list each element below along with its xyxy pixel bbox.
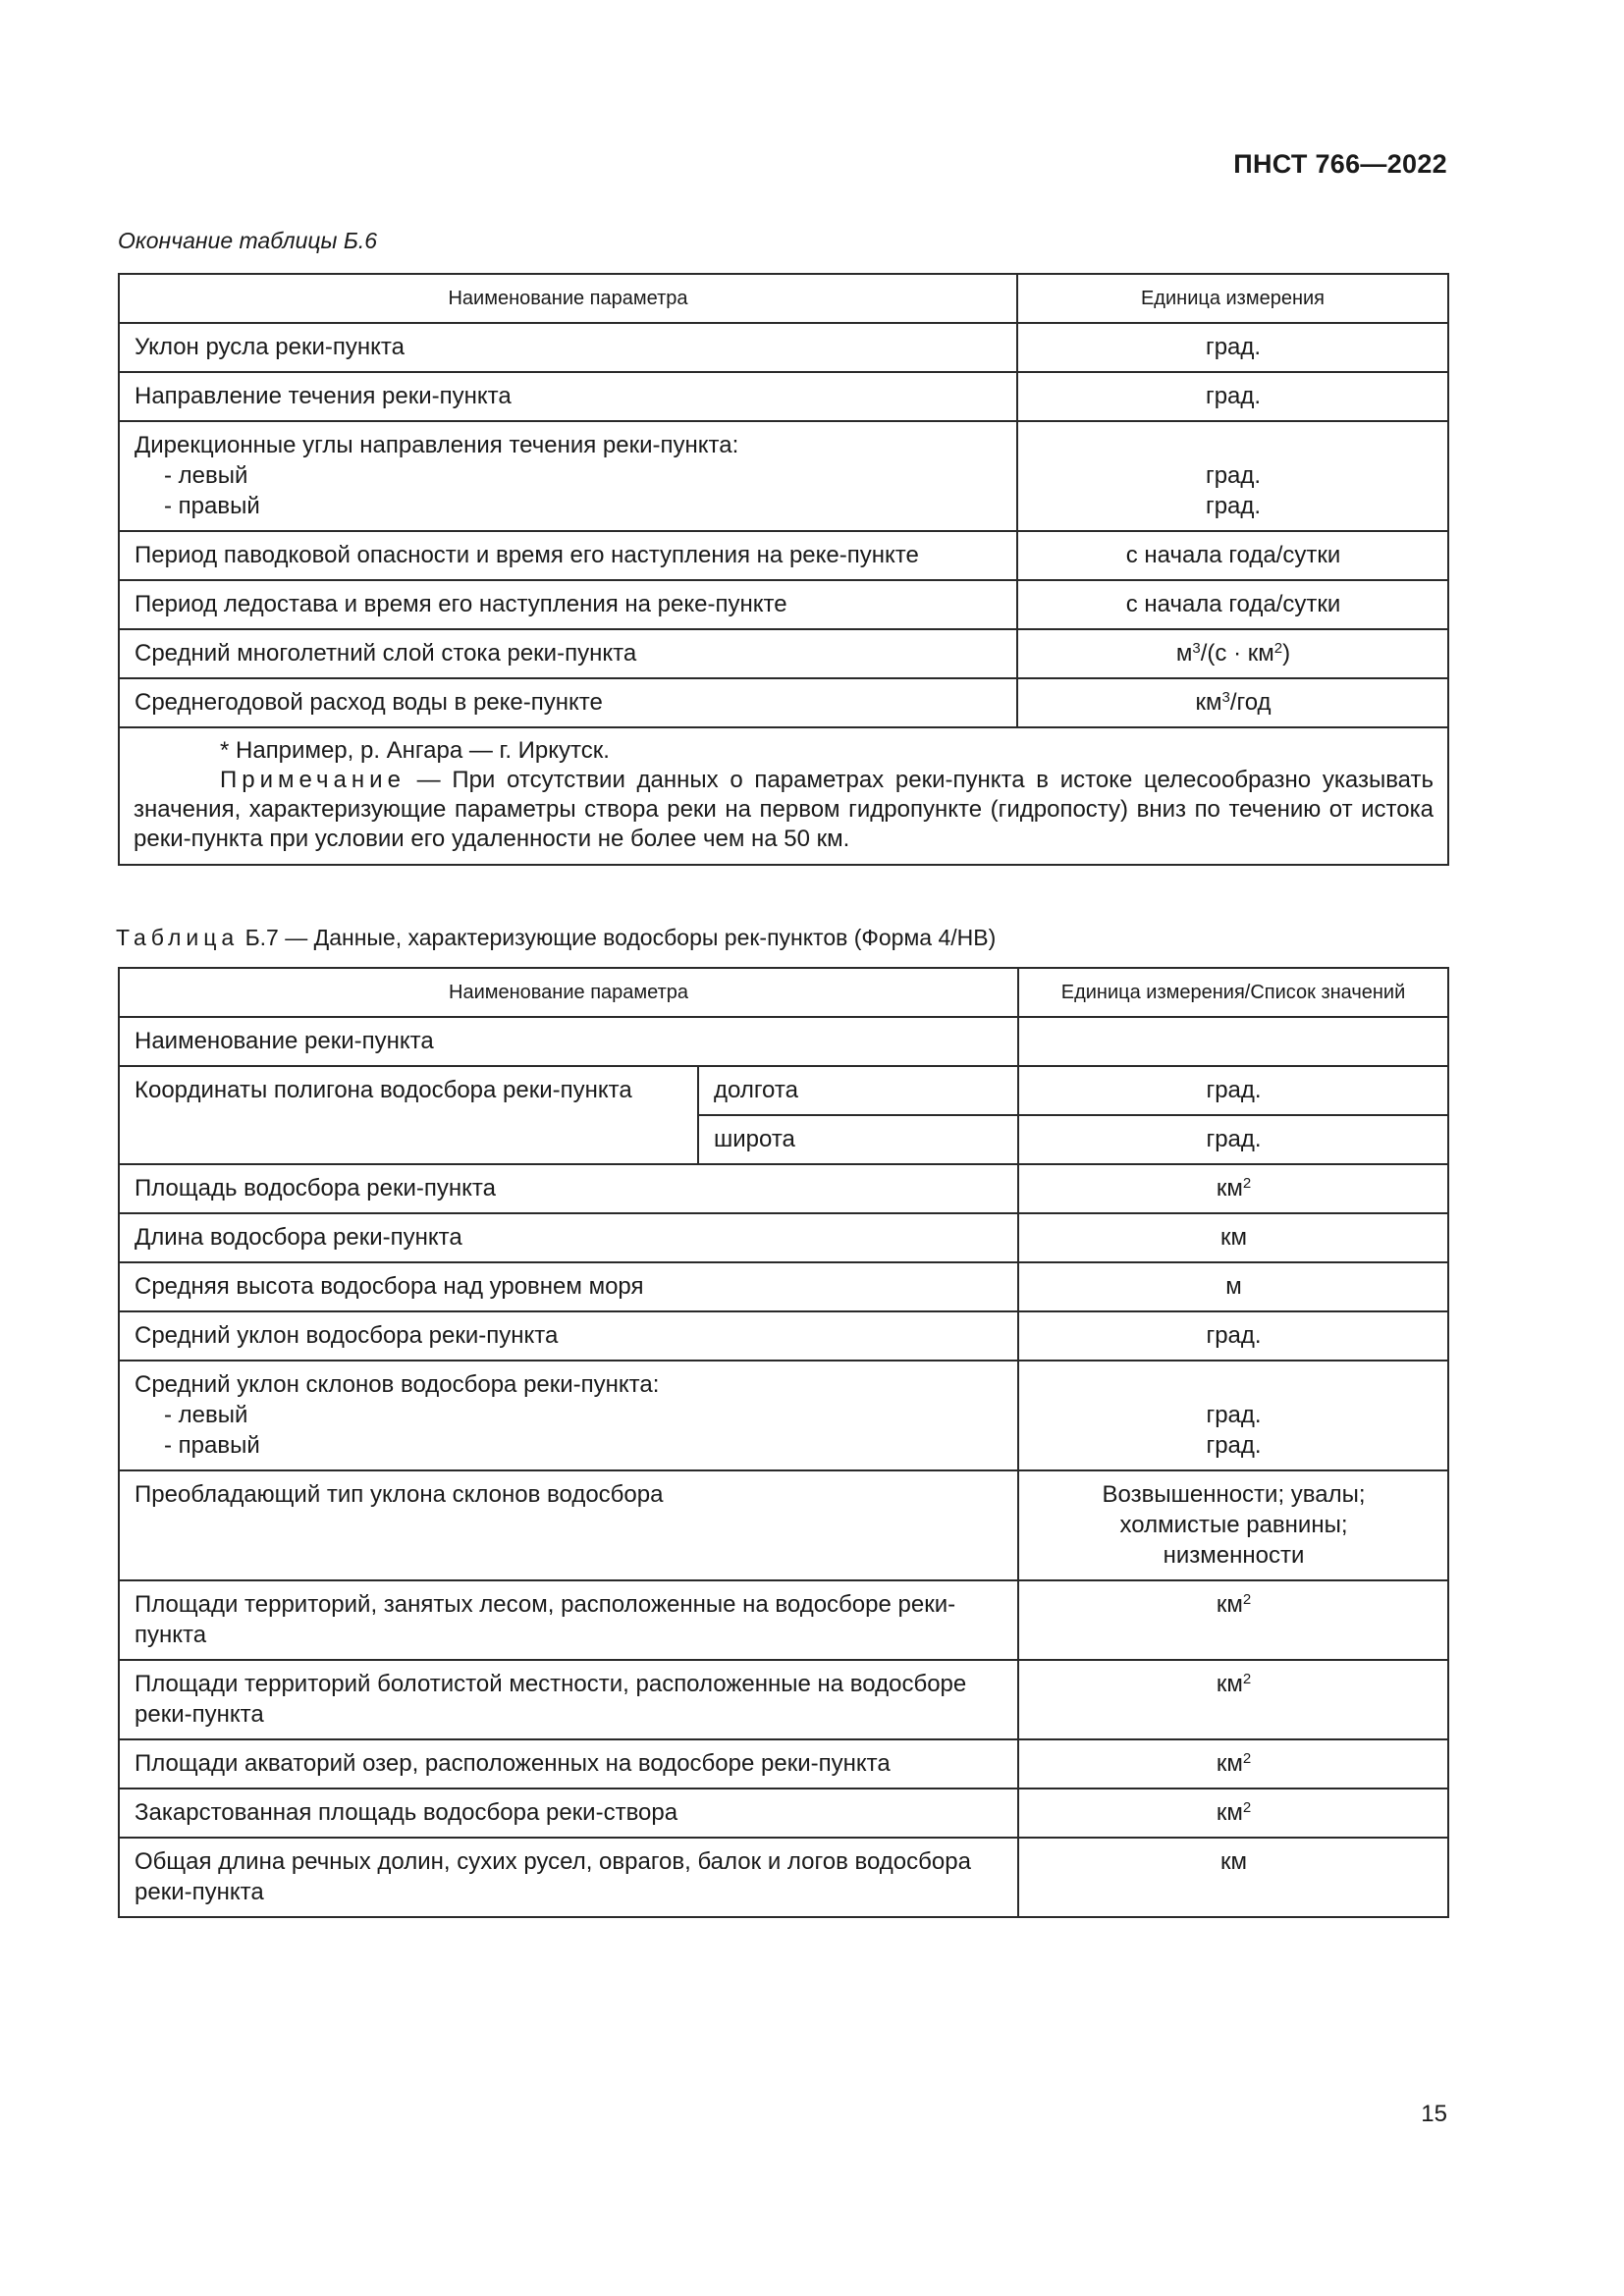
unit-cell: $м^3/(с \cdot км^2)$ (1017, 629, 1448, 678)
param-text: Дирекционные углы направления течения реки-пункта: (135, 432, 739, 458)
unit-cell: град. (1017, 372, 1448, 421)
table7-caption (116, 925, 996, 951)
table-row (119, 580, 1448, 629)
page-number: 15 (1421, 2101, 1447, 2127)
param-sub-right: - правый (164, 1432, 260, 1459)
unit-cell: $км^2$ (1018, 1789, 1448, 1838)
table-header-row (119, 968, 1448, 1017)
unit-cell: $км^2$ (1018, 1580, 1448, 1660)
document-code: ПНСТ 766—2022 (1233, 149, 1447, 179)
table-b6 (118, 273, 1449, 866)
param-cell (119, 1361, 1018, 1470)
param-cell: Период ледостава и время его наступления на реке-пункте (119, 580, 1017, 629)
unit-cell: град. (1018, 1066, 1448, 1115)
note-label: Примечание (220, 767, 406, 793)
unit-cell: $км^2$ (1018, 1164, 1448, 1213)
unit-cell (1017, 421, 1448, 531)
param-cell: Общая длина речных долин, сухих русел, оврагов, балок и логов водосбора реки-пункта (119, 1838, 1018, 1917)
note-text: — При отсутствии данных о параметрах реки-пункта в истоке целесообразно указывать значения, характеризующие параметры створа реки на первом гидропункте (гидропосту) вниз по течению от истока реки-пункта при условии его удаленности не более чем на 50 км. (134, 767, 1434, 852)
col-header-param: Наименование параметра (119, 968, 1018, 1017)
param-text: Средний уклон склонов водосбора реки-пункта: (135, 1371, 660, 1398)
param-cell: Площадь водосбора реки-пункта (119, 1164, 1018, 1213)
table-notes-row (119, 727, 1448, 865)
table-row (119, 1311, 1448, 1361)
table-row (119, 629, 1448, 678)
unit-right: град. (1206, 1432, 1262, 1459)
param-cell: Направление течения реки-пункта (119, 372, 1017, 421)
table-row (119, 421, 1448, 531)
unit-cell: с начала года/сутки (1017, 580, 1448, 629)
table-row (119, 1017, 1448, 1066)
table-row (119, 1580, 1448, 1660)
table7-caption-label: Таблица (116, 925, 240, 950)
param-cell (119, 421, 1017, 531)
sub-param-cell: долгота (698, 1066, 1018, 1115)
table-row (119, 1164, 1448, 1213)
param-cell: Средняя высота водосбора над уровнем моря (119, 1262, 1018, 1311)
unit-right: град. (1205, 493, 1262, 519)
param-cell: Период паводковой опасности и время его наступления на реке-пункте (119, 531, 1017, 580)
param-sub-right: - правый (164, 493, 260, 519)
sub-param-cell: широта (698, 1115, 1018, 1164)
param-cell: Преобладающий тип уклона склонов водосбора (119, 1470, 1018, 1580)
unit-cell: км (1018, 1838, 1448, 1917)
table-row (119, 1789, 1448, 1838)
unit-cell: м (1018, 1262, 1448, 1311)
param-sub-left: - левый (164, 1402, 248, 1428)
param-cell: Площади акваторий озер, расположенных на водосборе реки-пункта (119, 1739, 1018, 1789)
param-cell: Среднегодовой расход воды в реке-пункте (119, 678, 1017, 727)
unit-cell (1018, 1361, 1448, 1470)
unit-cell: град. (1018, 1311, 1448, 1361)
unit-cell: км (1018, 1213, 1448, 1262)
table-row (119, 1213, 1448, 1262)
param-cell: Площади территорий, занятых лесом, расположенные на водосборе реки-пункта (119, 1580, 1018, 1660)
table-b7 (118, 967, 1449, 1918)
table7-caption-text: Б.7 — Данные, характеризующие водосборы рек-пунктов (Форма 4/НВ) (239, 925, 997, 950)
table-row (119, 1838, 1448, 1917)
param-cell: Координаты полигона водосбора реки-пункта (119, 1066, 698, 1164)
table-row (119, 1361, 1448, 1470)
unit-left: град. (1206, 1402, 1262, 1428)
footnote: * Например, р. Ангара — г. Иркутск. (220, 737, 610, 764)
table-header-row (119, 274, 1448, 323)
col-header-unit: Единица измерения/Список значений (1018, 968, 1448, 1017)
col-header-param: Наименование параметра (119, 274, 1017, 323)
unit-cell: Возвышенности; увалы; холмистые равнины; низменности (1018, 1470, 1448, 1580)
param-cell: Площади территорий болотистой местности, расположенные на водосборе реки-пункта (119, 1660, 1018, 1739)
unit-left: град. (1205, 462, 1262, 489)
unit-cell: град. (1017, 323, 1448, 372)
param-cell: Длина водосбора реки-пункта (119, 1213, 1018, 1262)
param-cell: Средний уклон водосбора реки-пункта (119, 1311, 1018, 1361)
param-cell: Уклон русла реки-пункта (119, 323, 1017, 372)
table-row (119, 1066, 1448, 1115)
col-header-unit: Единица измерения (1017, 274, 1448, 323)
param-cell: Наименование реки-пункта (119, 1017, 1018, 1066)
table-row (119, 678, 1448, 727)
notes-cell (119, 727, 1448, 865)
param-cell: Закарстованная площадь водосбора реки-створа (119, 1789, 1018, 1838)
table-row (119, 531, 1448, 580)
table-row (119, 323, 1448, 372)
table-row (119, 1739, 1448, 1789)
table6-continuation-caption: Окончание таблицы Б.6 (118, 228, 378, 253)
table-row (119, 372, 1448, 421)
unit-cell: $км^2$ (1018, 1739, 1448, 1789)
unit-cell: с начала года/сутки (1017, 531, 1448, 580)
table-row (119, 1660, 1448, 1739)
unit-cell (1018, 1017, 1448, 1066)
table-row (119, 1470, 1448, 1580)
unit-cell: $км^2$ (1018, 1660, 1448, 1739)
table-row (119, 1262, 1448, 1311)
unit-cell: $км^3$/год (1017, 678, 1448, 727)
param-cell: Средний многолетний слой стока реки-пункта (119, 629, 1017, 678)
unit-cell: град. (1018, 1115, 1448, 1164)
param-sub-left: - левый (164, 462, 248, 489)
note-paragraph (134, 766, 1434, 854)
